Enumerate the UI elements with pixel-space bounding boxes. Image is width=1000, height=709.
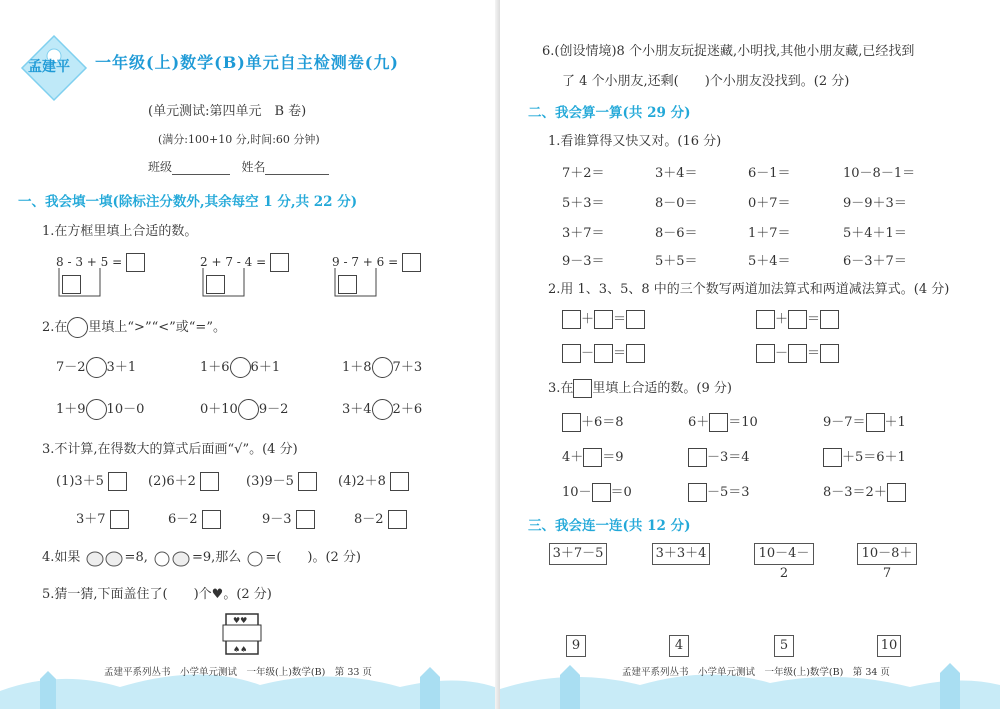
- fill-item: －5＝3: [688, 481, 750, 502]
- match-expression-3[interactable]: 10－4－2: [754, 543, 814, 565]
- calc-item: 9－3＝: [562, 254, 605, 269]
- compare-circle[interactable]: [238, 399, 259, 420]
- fill-item: 10－ ＝0: [562, 485, 632, 500]
- intermediate-box[interactable]: [62, 275, 81, 294]
- match-expression-1[interactable]: 3＋7－5: [549, 543, 607, 565]
- check-box[interactable]: [390, 472, 409, 491]
- q3-item: (4)2＋8: [338, 470, 409, 491]
- logo-text: 孟建平: [28, 59, 70, 75]
- check-box[interactable]: [110, 510, 129, 529]
- intermediate-box[interactable]: [338, 275, 357, 294]
- page-title: 一年级(上)数学(B)单元自主检测卷(九): [95, 53, 399, 72]
- check-box[interactable]: [296, 510, 315, 529]
- q1-expr-3: 9 - 7 + 6 =: [332, 253, 421, 272]
- name-blank[interactable]: [265, 162, 329, 175]
- calc-item: 5＋4＋1＝: [843, 226, 907, 241]
- answer-box[interactable]: [126, 253, 145, 272]
- q3-item: (3)9－5: [246, 470, 317, 491]
- q3-item: 3＋7: [76, 508, 129, 529]
- fill-item: －3＝4: [688, 446, 750, 467]
- svg-text:♠♠: ♠♠: [233, 645, 248, 654]
- compare-circle[interactable]: [86, 357, 107, 378]
- decorative-landscape: [0, 649, 500, 709]
- calc-item: 0＋7＝: [748, 196, 791, 211]
- match-number-1[interactable]: 9: [566, 635, 586, 657]
- compare-circle[interactable]: [372, 399, 393, 420]
- check-box[interactable]: [298, 472, 317, 491]
- fill-item: 4＋ ＝9: [562, 450, 624, 465]
- check-box[interactable]: [108, 472, 127, 491]
- check-box[interactable]: [388, 510, 407, 529]
- match-number-4[interactable]: 10: [877, 635, 901, 657]
- check-box[interactable]: [202, 510, 221, 529]
- decorative-landscape: [500, 649, 1000, 709]
- class-field[interactable]: [148, 158, 329, 175]
- addition-equation-2: ＋ ＝: [756, 308, 839, 329]
- q1-expr-1: 8 - 3 + 5 =: [56, 253, 145, 272]
- peach-icon: [245, 549, 265, 567]
- calc-item: 5＋5＝: [655, 254, 698, 269]
- match-number-3[interactable]: 5: [774, 635, 794, 657]
- question-2: 2.在 里填上“>”“<”或“=”。: [42, 316, 226, 338]
- calc-item: 8－6＝: [655, 226, 698, 241]
- calc-item: 8－0＝: [655, 196, 698, 211]
- exam-info: (满分:100+10 分,时间:60 分钟): [158, 133, 320, 146]
- peach-strawberry-icon: [152, 549, 192, 567]
- question-3: 3.不计算,在得数大的算式后面画“√”。(4 分): [42, 442, 298, 457]
- question-6-line-2: 了 4 个小朋友,还剩( )个小朋友没找到。(2 分): [562, 74, 850, 89]
- right-page: [500, 0, 1000, 709]
- q1-expr-2: 2 + 7 - 4 =: [200, 253, 289, 272]
- addition-equation-1: ＋ ＝: [562, 308, 645, 329]
- calc-item: 3＋4＝: [655, 166, 698, 181]
- match-expression-4[interactable]: 10－8＋7: [857, 543, 917, 565]
- compare-circle[interactable]: [86, 399, 107, 420]
- q2-row-1-item-1: 7－2 3＋1: [56, 356, 136, 378]
- fill-item: ＋5＝6＋1: [823, 446, 906, 467]
- q2-row-2-item-2: 0＋10 9－2: [200, 398, 288, 420]
- class-label: 班级: [148, 160, 173, 174]
- calc-item: 7＋2＝: [562, 166, 605, 181]
- question-1: 1.在方框里填上合适的数。: [42, 224, 198, 239]
- calc-item: 6－1＝: [748, 166, 791, 181]
- compare-circle[interactable]: [372, 357, 393, 378]
- fill-item: 8－3＝2＋: [823, 481, 906, 502]
- fill-item: 9－7＝ ＋1: [823, 415, 906, 430]
- page-footer: 孟建平系列丛书 小学单元测试 一年级(上)数学(B) 第 34 页: [622, 667, 890, 678]
- calc-question-2: 2.用 1、3、5、8 中的三个数写两道加法算式和两道减法算式。(4 分): [548, 282, 950, 297]
- calc-question-1: 1.看谁算得又快又对。(16 分): [548, 134, 722, 149]
- class-blank[interactable]: [172, 162, 230, 175]
- calc-item: 1＋7＝: [748, 226, 791, 241]
- subtitle: (单元测试:第四单元 B 卷): [148, 104, 307, 119]
- strawberry-icon: [85, 549, 125, 567]
- question-6-line-1: 6.(创设情境)8 个小朋友玩捉迷藏,小明找,其他小朋友藏,已经找到: [542, 44, 915, 59]
- compare-circle[interactable]: [230, 357, 251, 378]
- q3-item: 9－3: [262, 508, 315, 529]
- q2-row-2-item-1: 1＋9 10－0: [56, 398, 144, 420]
- q2-row-2-item-3: 3＋4 2＋6: [342, 398, 422, 420]
- calc-item: 9－9＋3＝: [843, 196, 907, 211]
- q2-row-1-item-2: 1＋6 6＋1: [200, 356, 280, 378]
- match-expression-2[interactable]: 3＋3＋4: [652, 543, 710, 565]
- page-footer: 孟建平系列丛书 小学单元测试 一年级(上)数学(B) 第 33 页: [104, 667, 372, 678]
- intermediate-box[interactable]: [206, 275, 225, 294]
- subtraction-equation-2: － ＝: [756, 342, 839, 363]
- calc-item: 3＋7＝: [562, 226, 605, 241]
- calc-item: 6－3＋7＝: [843, 254, 907, 269]
- check-box[interactable]: [200, 472, 219, 491]
- calc-item: 5＋4＝: [748, 254, 791, 269]
- section-3-heading: 三、我会连一连(共 12 分): [528, 518, 691, 534]
- fill-item: ＋6＝8: [562, 411, 624, 432]
- name-label: 姓名: [241, 160, 266, 174]
- square-icon: [573, 379, 592, 398]
- svg-text:♥♥: ♥♥: [233, 616, 248, 625]
- calc-item: 5＋3＝: [562, 196, 605, 211]
- calc-item: 10－8－1＝: [843, 166, 916, 181]
- answer-box[interactable]: [270, 253, 289, 272]
- q3-item: 8－2: [354, 508, 407, 529]
- q3-item: 6－2: [168, 508, 221, 529]
- section-2-heading: 二、我会算一算(共 29 分): [528, 105, 691, 121]
- fill-item: 6＋ ＝10: [688, 415, 758, 430]
- subtraction-equation-1: － ＝: [562, 342, 645, 363]
- question-5: 5.猜一猜,下面盖住了( )个♥。(2 分): [42, 587, 272, 602]
- circle-icon: [67, 317, 88, 338]
- q3-item: (1)3＋5: [56, 470, 127, 491]
- q2-row-1-item-3: 1＋8 7＋3: [342, 356, 422, 378]
- question-4: 4.如果 =8, =9,那么 =( )。(2 分): [42, 550, 362, 565]
- section-1-heading: 一、我会填一填(除标注分数外,其余每空 1 分,共 22 分): [18, 194, 358, 210]
- q3-item: (2)6＋2: [148, 470, 219, 491]
- match-number-2[interactable]: 4: [669, 635, 689, 657]
- answer-box[interactable]: [402, 253, 421, 272]
- calc-question-3: 3.在 里填上合适的数。(9 分): [548, 381, 732, 396]
